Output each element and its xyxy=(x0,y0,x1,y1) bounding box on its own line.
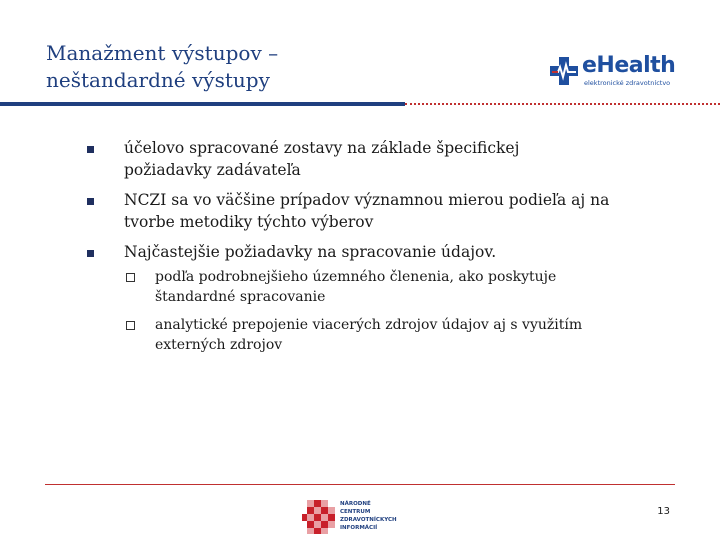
bullet-marker-3 xyxy=(87,250,94,257)
bullet-3-line-1: Najčastejšie požiadavky na spracovanie údajov. xyxy=(124,243,497,261)
bullet-text-3 xyxy=(124,241,684,263)
title-divider-dotted xyxy=(405,103,720,105)
bullet-2-line-2: tvorbe metodiky týchto výberov xyxy=(124,213,374,231)
subbullet-2-line-2: externých zdrojov xyxy=(155,337,283,353)
slide-title-line-2: neštandardné výstupy xyxy=(46,68,270,92)
ehealth-logo xyxy=(550,55,675,91)
ehealth-logo-tagline: elektronické zdravotníctvo xyxy=(584,79,671,87)
nczi-line-3: ZDRAVOTNÍCKYCH xyxy=(340,517,397,523)
subbullet-text-1 xyxy=(155,267,685,307)
subbullet-marker-2 xyxy=(126,321,135,330)
bullet-1-line-1: účelovo spracované zostavy na základe špecifickej xyxy=(124,139,520,157)
nczi-logo xyxy=(302,500,402,536)
bullet-1-line-2: požiadavky zadávateľa xyxy=(124,161,301,179)
nczi-checker-icon xyxy=(302,500,336,534)
subbullet-1-line-2: štandardné spracovanie xyxy=(155,289,326,305)
slide-title xyxy=(46,40,466,94)
bullet-marker-2 xyxy=(87,198,94,205)
nczi-logo-text xyxy=(340,500,397,532)
slide-title-line-1: Manažment výstupov – xyxy=(46,41,279,65)
bullet-text-1 xyxy=(124,137,684,181)
ehealth-logo-text: eHealth xyxy=(582,53,676,78)
nczi-line-2: CENTRUM xyxy=(340,509,371,515)
bullet-text-2 xyxy=(124,189,684,233)
medical-cross-heartbeat-icon xyxy=(550,57,578,85)
bullet-2-line-1: NCZI sa vo väčšine prípadov významnou mierou podieľa aj na xyxy=(124,191,610,209)
bullet-marker-1 xyxy=(87,146,94,153)
nczi-line-1: NÁRODNÉ xyxy=(340,501,371,507)
title-divider-solid xyxy=(0,102,405,106)
subbullet-text-2 xyxy=(155,315,685,355)
nczi-line-4: INFORMÁCIÍ xyxy=(340,525,378,531)
footer-divider xyxy=(45,484,675,485)
subbullet-marker-1 xyxy=(126,273,135,282)
subbullet-2-line-1: analytické prepojenie viacerých zdrojov údajov aj s využitím xyxy=(155,317,583,333)
page-number: 13 xyxy=(657,506,670,517)
subbullet-1-line-1: podľa podrobnejšieho územného členenia, ako poskytuje xyxy=(155,269,557,285)
